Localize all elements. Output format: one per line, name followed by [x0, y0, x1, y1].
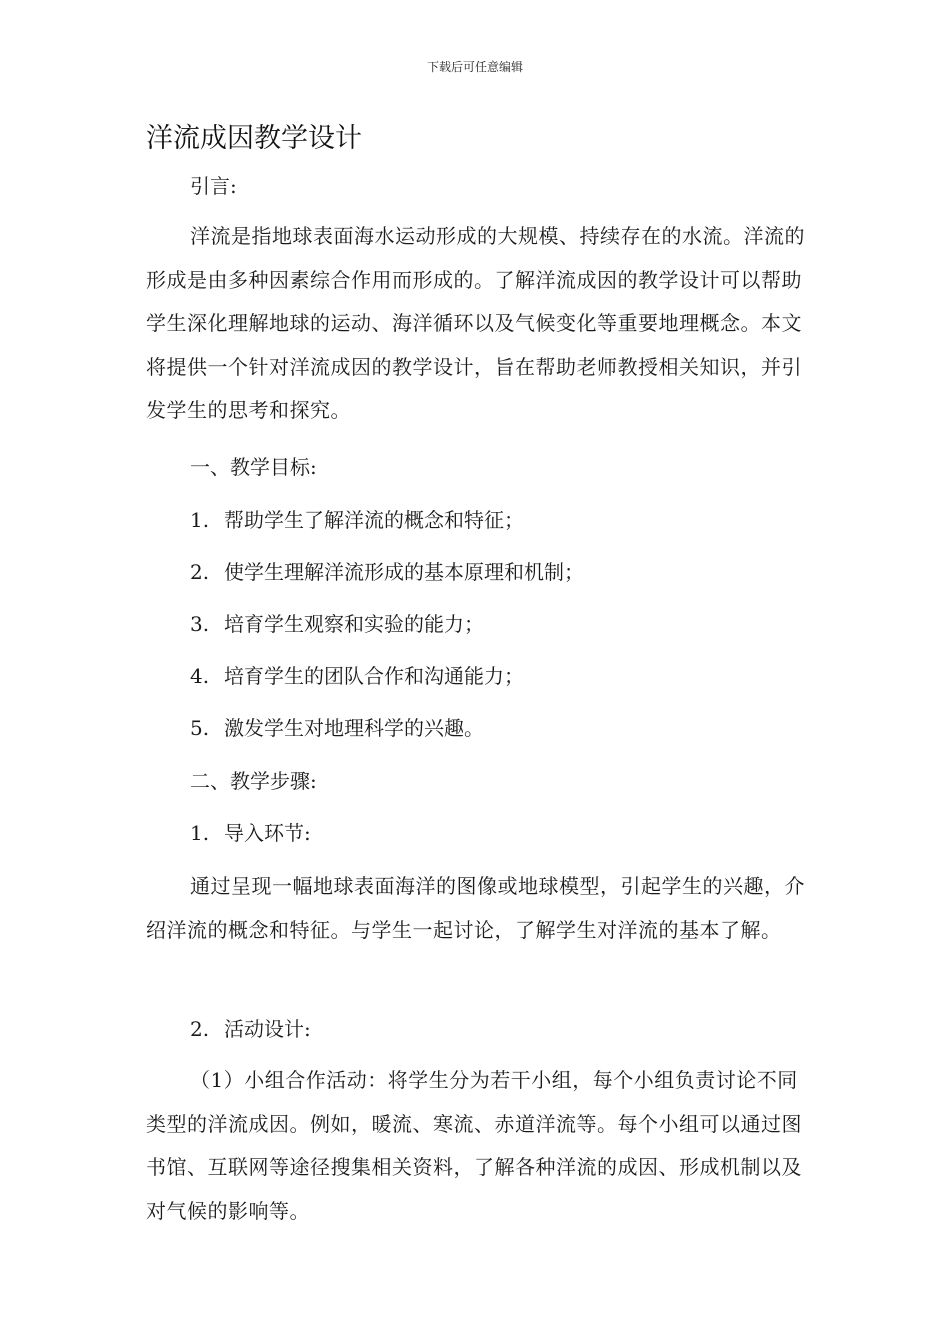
objective-number: 2.	[190, 560, 210, 584]
document-title: 洋流成因教学设计	[146, 123, 362, 154]
objective-text: 帮助学生了解洋流的概念和特征；	[224, 508, 524, 532]
step2-paragraph: （1）小组合作活动：将学生分为若干小组，每个小组负责讨论不同类型的洋流成因。例如，暖流、寒流、赤道洋流等。每个小组可以通过图书馆、互联网等途径搜集相关资料，了解各种洋流的成因、形成机制以及对气候的影响等。	[146, 1068, 802, 1223]
objective-number: 4.	[190, 664, 210, 688]
header-note: 下载后可任意编辑	[426, 60, 523, 74]
objective-text: 培育学生观察和实验的能力；	[224, 612, 484, 636]
objective-item	[190, 713, 484, 743]
objective-item	[190, 557, 584, 587]
step-label: 活动设计:	[224, 1017, 311, 1041]
objective-item	[190, 505, 524, 535]
section1-heading: 一、教学目标:	[190, 455, 317, 479]
objective-text: 使学生理解洋流形成的基本原理和机制；	[224, 560, 584, 584]
objective-text: 激发学生对地理科学的兴趣。	[224, 716, 484, 740]
section2-heading: 二、教学步骤:	[190, 769, 317, 793]
objective-item	[190, 609, 484, 639]
objective-number: 5.	[190, 716, 210, 740]
objective-text: 培育学生的团队合作和沟通能力；	[224, 664, 524, 688]
step-number: 2.	[190, 1017, 210, 1041]
step1-paragraph: 通过呈现一幅地球表面海洋的图像或地球模型，引起学生的兴趣，介绍洋流的概念和特征。与学生一起讨论，了解学生对洋流的基本了解。	[146, 874, 805, 942]
step1-label	[190, 818, 311, 848]
intro-label: 引言:	[190, 174, 237, 198]
intro-paragraph: 洋流是指地球表面海水运动形成的大规模、持续存在的水流。洋流的形成是由多种因素综合作用而形成的。了解洋流成因的教学设计可以帮助学生深化理解地球的运动、海洋循环以及气候变化等重要地理概念。本文将提供一个针对洋流成因的教学设计，旨在帮助老师教授相关知识，并引发学生的思考和探究。	[146, 224, 805, 422]
step-number: 1.	[190, 821, 210, 845]
objective-number: 3.	[190, 612, 210, 636]
objective-number: 1.	[190, 508, 210, 532]
step-label: 导入环节:	[224, 821, 311, 845]
objective-item	[190, 661, 524, 691]
step2-label	[190, 1014, 311, 1044]
